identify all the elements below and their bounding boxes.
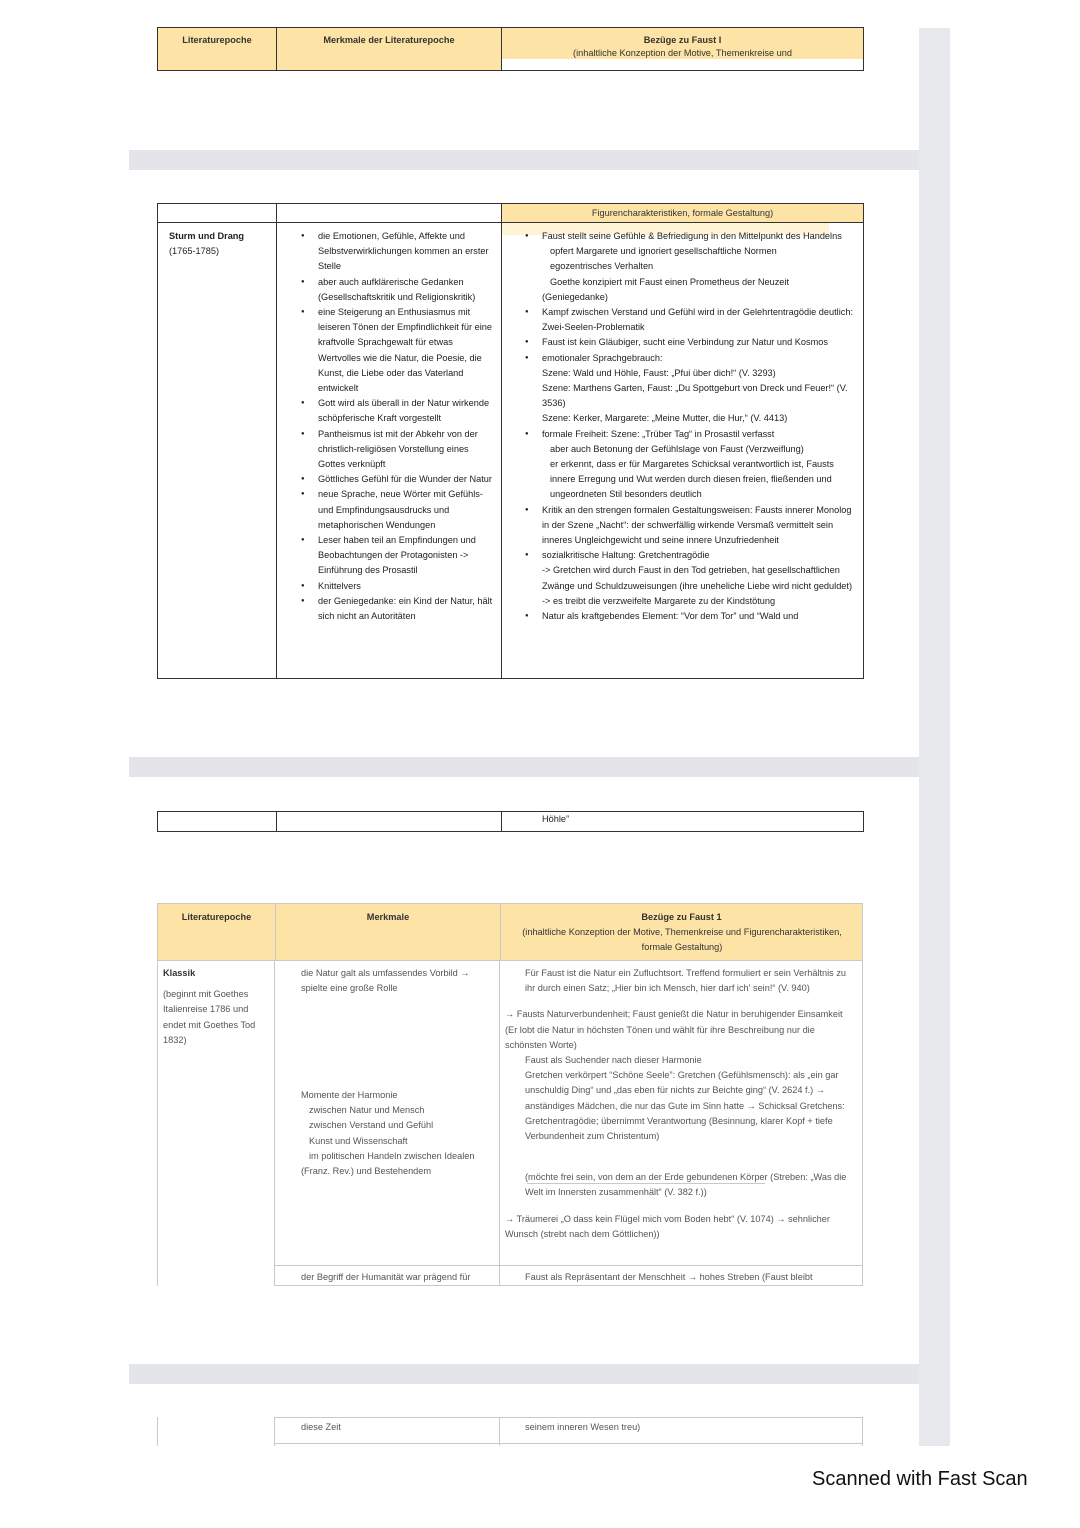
header-bezuege-sub: (inhaltliche Konzeption der Motive, Themenkreise und [573,48,792,58]
scan-watermark: Scanned with Fast Scan [812,1468,1028,1490]
page-break [129,150,919,170]
table1-overflow [157,811,864,832]
list-item: ● Faust ist kein Gläubiger, sucht eine Verbindung zur Natur und Kosmos [525,335,858,350]
list-item: ● die Emotionen, Gefühle, Affekte und Selbstverwirklichungen kommen an erster Stelle [301,229,498,275]
list-item: ● Pantheismus ist mit der Abkehr von der christlich-religiösen Vorstellung eines Gottes verknüpft [301,427,498,473]
harmonie-item: Kunst und Wissenschaft [309,1135,408,1146]
list-item: ● emotionaler Sprachgebrauch: [525,351,858,366]
list-item: ● Gott wird als überall in der Natur wirkende schöpferische Kraft vorgestellt [301,396,498,426]
page-edge-strip [919,28,950,1446]
list-item: ● Knittelvers [301,579,498,594]
table2-header [157,903,863,961]
list-item: Goethe konzipiert mit Faust einen Prometheus der Neuzeit [550,276,789,287]
list-item: ● Natur als kraftgebendes Element: “Vor dem Tor” und “Wald und [525,609,858,624]
list-item: ● sozialkritische Haltung: Gretchentragödie [525,548,858,563]
list-item: ● formale Freiheit: Szene: „Trüber Tag“ in Prosastil verfasst [525,427,858,442]
list-item: ● Faust stellt seine Gefühle & Befriedigung in den Mittelpunkt des Handelns [525,229,858,244]
list-item: ● Göttliches Gefühl für die Wunder der Natur [301,472,498,487]
header-bezuege-sub: (inhaltliche Konzeption der Motive, Themenkreise und Figurencharakteristiken, formale Gestaltung) [522,927,842,952]
list-item: -> es treibt die verzweifelte Margarete zu der Kindstötung [542,595,776,606]
list-item: Szene: Marthens Garten, Faust: „Du Spottgeburt von Dreck und Feuer!“ (V. 3536) [542,383,848,409]
overflow-text: Höhle” [542,814,570,824]
list-item: er erkennt, dass er für Margaretes Schicksal verantwortlich ist, Fausts innere Erregung und Wut werden durch diesen freien, fließenden und ungeordneten Stil besonders deutlich [550,459,834,500]
harmonie-item: im politischen Handeln zwischen Idealen [309,1150,475,1161]
header-merkmale: Merkmale [366,912,410,922]
list-item: Szene: Kerker, Margarete: „Meine Mutter, die Hur,“ (V. 4413) [542,413,788,424]
list-item: ● neue Sprache, neue Wörter mit Gefühls- und Empfindungsausdrucks und metaphorischen Wendungen [301,487,498,533]
table2-body [157,961,863,1286]
bezug-text: (möchte frei sein, von dem an der Erde gebundenen Körper (Streben: „Was die Welt im Innersten zusammenhält“ (V. 382 f.)) [525,1172,847,1198]
header-bezuege: Bezüge zu Faust I [643,35,722,45]
harmonie-tail: (Franz. Rev.) und Bestehendem [301,1166,432,1177]
epoch-name: Sturm und Drang [169,231,245,241]
table1-body [157,203,864,679]
list-item: ● eine Steigerung an Enthusiasmus mit leiseren Tönen der Empfindlichkeit für eine kraftvolle Sprachgewalt für etwas Wertvolles wie die Natur, die Poesie, die Kunst, die Liebe oder das Vaterland entwickelt [301,305,498,396]
harmonie-item: zwischen Verstand und Gefühl [309,1120,434,1131]
list-item: Szene: Wald und Höhle, Faust: „Pfui über dich!“ (V. 3293) [542,367,776,378]
bezug-menschheit: Faust als Repräsentant der Menschheit → hohes Streben (Faust bleibt [525,1272,813,1282]
epoch-name: Klassik [163,968,196,978]
page-break [129,1364,919,1384]
merkmal-natur: die Natur galt als umfassendes Vorbild → spielte eine große Rolle [301,968,470,994]
list-item: ● aber auch aufklärerische Gedanken (Gesellschaftskritik und Religionskritik) [301,275,498,305]
bezug-text: Für Faust ist die Natur ein Zufluchtsort. Treffend formuliert er sein Verhältnis zu ihr durch einen Satz; „Hier bin ich Mensch, hier darf ich' sein!“ (V. 940) [525,968,847,994]
bezug-cont: seinem inneren Wesen treu) [525,1422,641,1432]
merkmal-humanitaet: der Begriff der Humanität war prägend für [301,1272,471,1282]
bezug-text: → Träumerei „O dass kein Flügel mich vom Boden hebt“ (V. 1074) → sehnlicher Wunsch (strebt nach dem Göttlichen)) [505,1213,830,1239]
list-item: ● Kampf zwischen Verstand und Gefühl wird in der Gelehrtentragödie deutlich: Zwei-Seelen-Problematik [525,305,858,335]
list-item: (Geniegedanke) [542,291,608,302]
header-literaturepoche: Literaturepoche [182,35,252,45]
bezug-text: Gretchen verkörpert “Schöne Seele”: Gretchen (Gefühlsmensch): als „ein gar unschuldig Ding“ und „das eben für nichts zur Beichte ging“ (V. 2624 f.) → anständiges Mädchen, die nur das Gute im Sinn hatte → Schicksal Gretchens: Gretchentragödie; übernimmt Verantwortung (Besinnung, klarer Kopf + tiefe Verbundenheit zum Christentum) [525,1070,845,1142]
merkmale-list [301,229,498,624]
epoch-desc: (beginnt mit Goethes Italienreise 1786 und endet mit Goethes Tod 1832) [163,989,256,1045]
list-item: ● der Geniegedanke: ein Kind der Natur, hält sich nicht an Autoritäten [301,594,498,624]
table1-header [157,27,864,71]
bezug-text: Faust als Suchender nach dieser Harmonie [525,1055,702,1066]
list-item: aber auch Betonung der Gefühlslage von Faust (Verzweiflung) [550,443,804,454]
list-item: opfert Margarete und ignoriert gesellschaftliche Normen [550,246,777,257]
list-item: ● Leser haben teil an Empfindungen und Beobachtungen der Protagonisten -> Einführung des Prosastil [301,533,498,579]
table2-continuation [157,1417,863,1446]
harmonie-title: Momente der Harmonie [301,1090,398,1100]
bezug-text: → Fausts Naturverbundenheit; Faust genießt die Natur in beruhigender Einsamkeit (Er lobt die Natur in höchsten Tönen und wählt für ihre Beschreibung nur die schönsten Worte) [505,1009,843,1050]
list-item: ● Kritik an den strengen formalen Gestaltungsweisen: Fausts innerer Monolog in der Szene „Nacht“: der schwerfällig wirkende Versmaß vermittelt sein inneres Ungleichgewicht und seine innere Unzufriedenheit [525,503,858,549]
continued-header: Figurencharakteristiken, formale Gestaltung) [591,208,774,218]
epoch-years: (1765-1785) [169,246,220,257]
page-break [129,757,919,777]
header-literaturepoche: Literaturepoche [181,912,252,922]
list-item: -> Gretchen wird durch Faust in den Tod getrieben, hat gesellschaftlichen Zwänge und Schuldzuweisungen (ihre uneheliche Liebe wird nicht geduldet) [542,565,853,591]
header-bezuege: Bezüge zu Faust 1 [641,912,722,922]
merkmal-cont: diese Zeit [301,1422,341,1432]
header-merkmale: Merkmale der Literaturepoche [323,35,455,45]
bezuege-list [525,229,858,624]
harmonie-item: zwischen Natur und Mensch [309,1105,425,1116]
list-item: egozentrisches Verhalten [550,261,654,272]
